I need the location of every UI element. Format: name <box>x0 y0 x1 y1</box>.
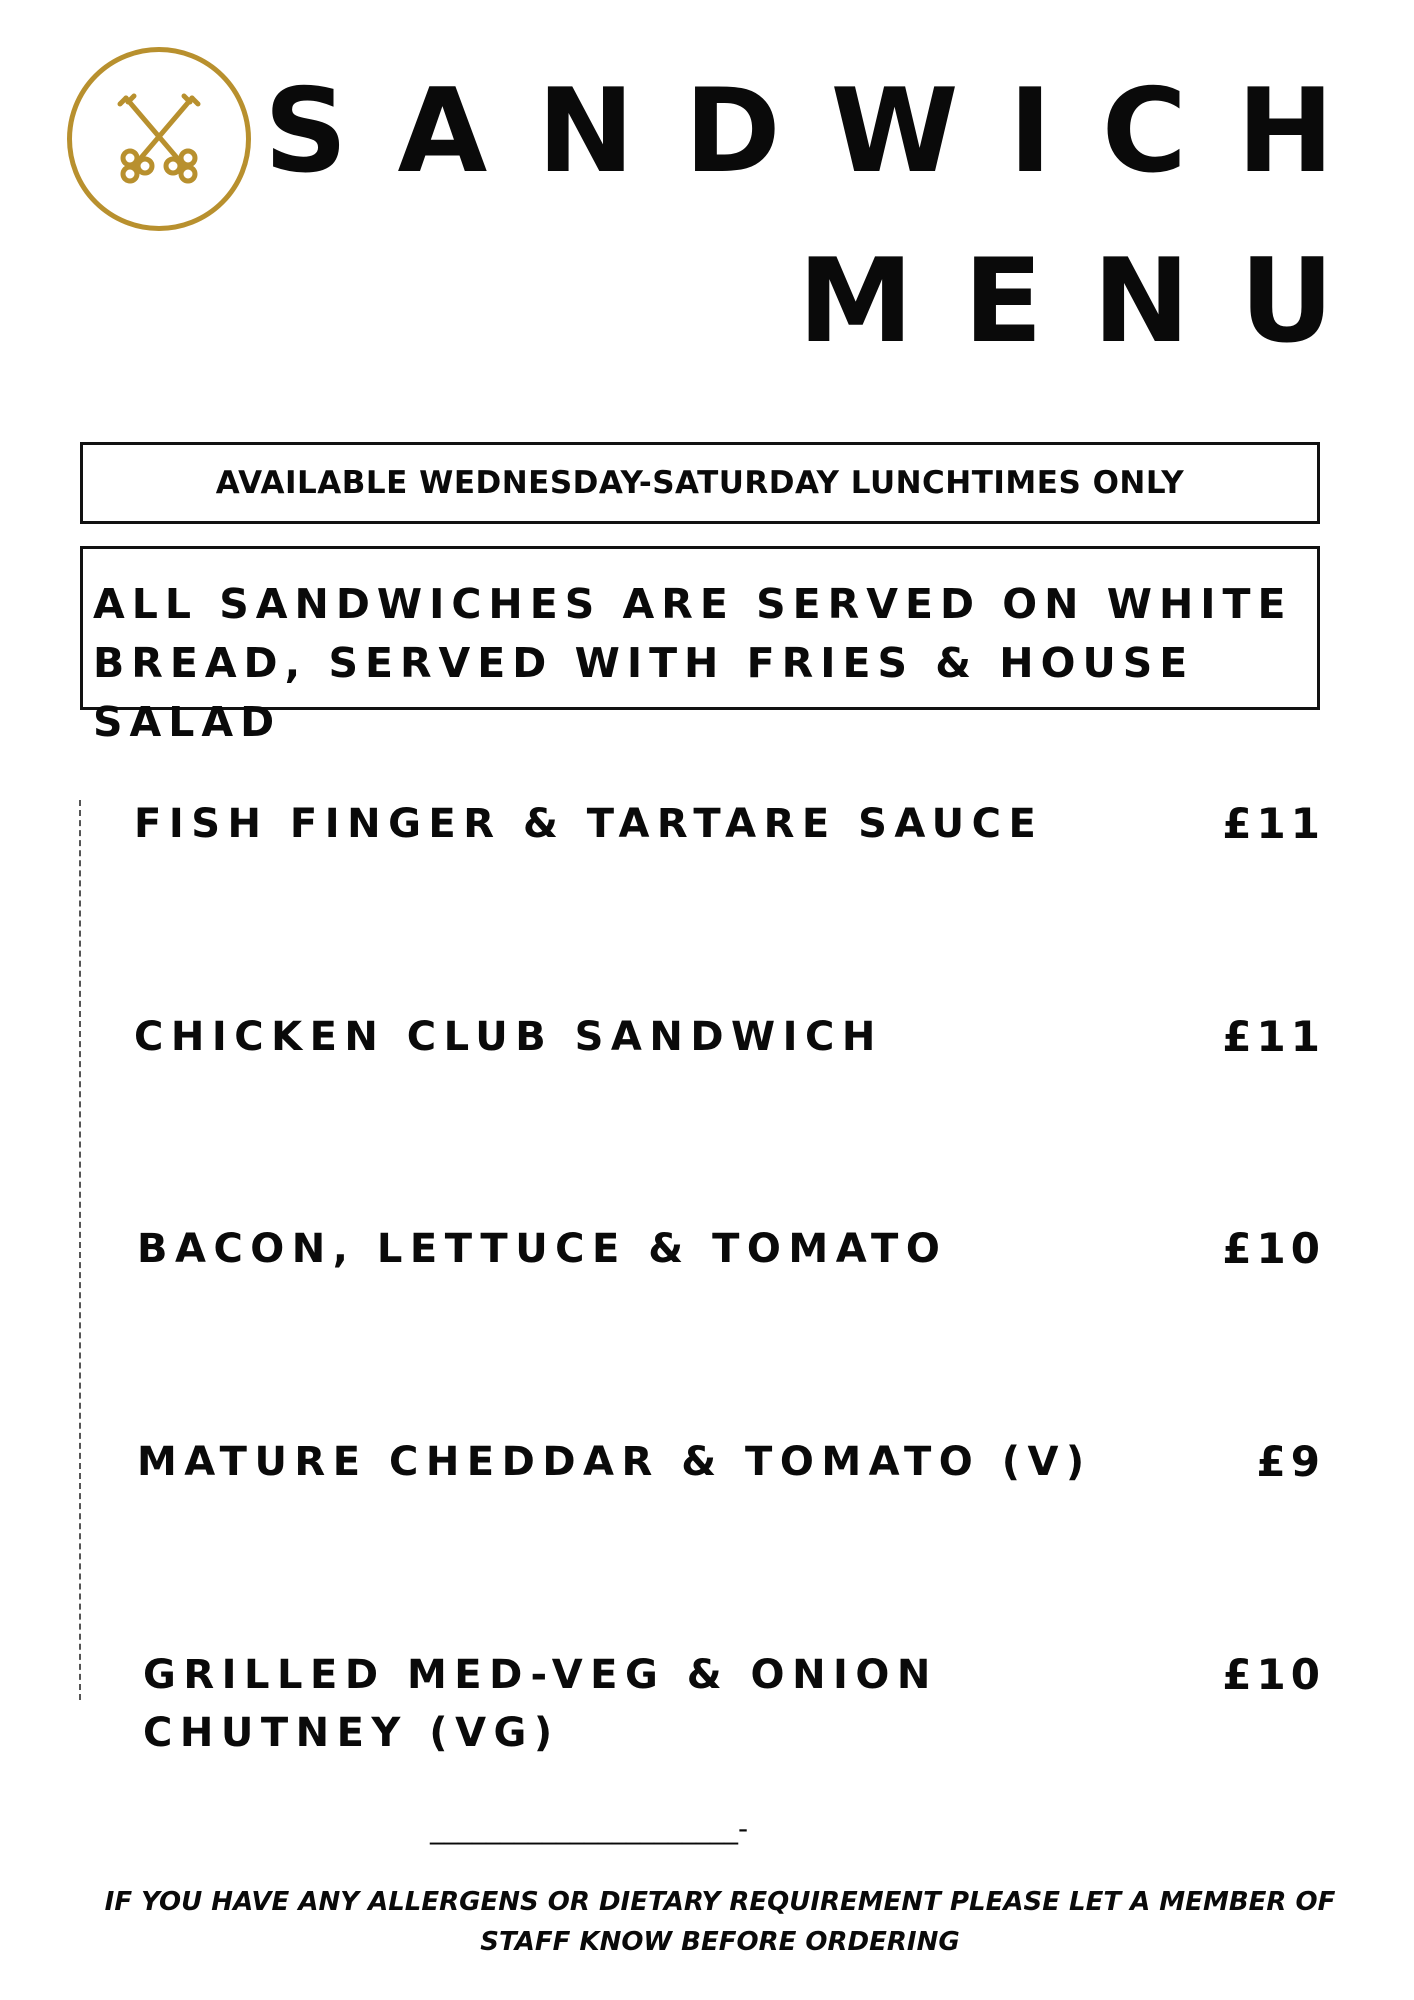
menu-item-price: £11 <box>1222 799 1325 848</box>
serving-note-line-1: ALL SANDWICHES ARE SERVED ON WHITE <box>93 580 1293 628</box>
page-title-line-1: SANDWICH <box>263 64 1384 199</box>
menu-item-price: £10 <box>1222 1650 1325 1699</box>
menu-item <box>0 1220 1414 1350</box>
menu-item <box>0 795 1414 925</box>
allergen-notice: IF YOU HAVE ANY ALLERGENS OR DIETARY REQUIREMENT PLEASE LET A MEMBER OF STAFF KNOW BEFORE ORDERING <box>104 1887 1336 1957</box>
menu-item-price: £10 <box>1222 1224 1325 1273</box>
logo <box>67 47 251 231</box>
menu-item-price: £9 <box>1256 1437 1325 1486</box>
menu-item-name: MATURE CHEDDAR & TOMATO (V) <box>137 1439 1092 1485</box>
menu-item <box>0 1433 1414 1563</box>
menu-item-name: BACON, LETTUCE & TOMATO <box>137 1226 948 1272</box>
availability-banner: AVAILABLE WEDNESDAY-SATURDAY LUNCHTIMES ONLY <box>80 442 1320 524</box>
separator-line: ______________________- <box>430 1812 749 1845</box>
page-title-line-2: MENU <box>798 234 1384 369</box>
menu-item-name: CHICKEN CLUB SANDWICH <box>134 1014 883 1060</box>
menu-item-name: FISH FINGER & TARTARE SAUCE <box>134 801 1044 847</box>
menu-item-name: GRILLED MED-VEG & ONION CHUTNEY (VG) <box>143 1652 938 1756</box>
serving-note-line-2: BREAD, SERVED WITH FRIES & HOUSE SALAD <box>93 639 1195 746</box>
menu-item-price: £11 <box>1222 1012 1325 1061</box>
menu-item <box>0 1008 1414 1138</box>
menu-item <box>0 1646 1414 1776</box>
serving-note-box <box>80 546 1320 746</box>
crossed-keys-icon <box>116 92 202 188</box>
